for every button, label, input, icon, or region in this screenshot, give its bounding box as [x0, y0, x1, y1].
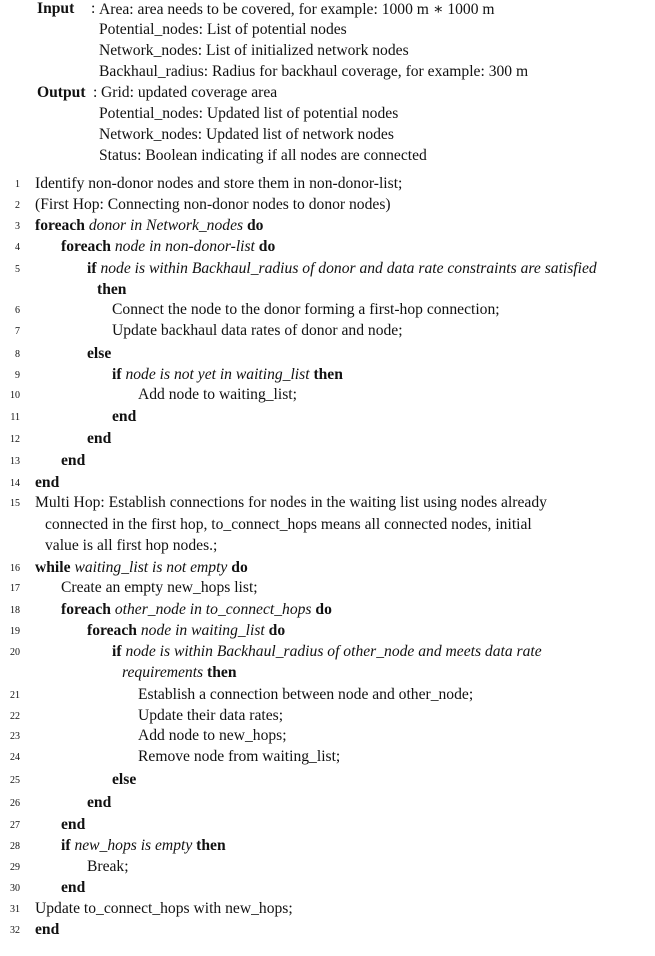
keyword: do: [231, 559, 248, 576]
statement-text: Multi Hop: Establish connections for nodes in the waiting list using nodes already: [35, 494, 547, 511]
output-colon: :: [93, 84, 98, 101]
line-number: 8: [15, 349, 20, 360]
condition-text: node is within Backhaul_radius of other_node and meets data rate: [125, 643, 542, 660]
code-line: [35, 921, 59, 939]
line-number: 4: [15, 242, 20, 253]
line-number: 29: [10, 862, 20, 873]
line-number: 20: [10, 647, 20, 658]
keyword: foreach: [87, 622, 137, 639]
line-number: 17: [10, 583, 20, 594]
code-line: [87, 858, 129, 876]
code-line: [87, 430, 111, 448]
code-line: [87, 345, 111, 363]
output-item: Status: Boolean indicating if all nodes are connected: [99, 147, 427, 164]
line-number: 3: [15, 221, 20, 232]
statement-text: Create an empty new_hops list;: [61, 579, 258, 596]
statement-text: Add node to waiting_list;: [138, 386, 297, 403]
condition-text: waiting_list is not empty: [74, 559, 228, 576]
keyword: if: [112, 366, 122, 383]
line-number: 31: [10, 904, 20, 915]
line-number: 19: [10, 626, 20, 637]
condition-text: node is not yet in waiting_list: [125, 366, 310, 383]
code-line: [138, 386, 297, 404]
code-line: [138, 686, 473, 704]
code-line: [45, 516, 532, 534]
line-number: 10: [10, 390, 20, 401]
statement-text: Update their data rates;: [138, 707, 284, 724]
condition-text: donor in Network_nodes: [88, 217, 244, 234]
code-line: [35, 900, 293, 918]
condition-text: new_hops is empty: [74, 837, 193, 854]
code-line: [61, 837, 226, 855]
condition-text: node in waiting_list: [140, 622, 265, 639]
code-line: [112, 771, 136, 789]
keyword: end: [112, 408, 137, 425]
code-line: [35, 474, 59, 492]
keyword: else: [112, 771, 137, 788]
code-line: [61, 579, 258, 597]
statement-text: Add node to new_hops;: [138, 727, 287, 744]
line-number: 15: [10, 498, 20, 509]
code-line: [112, 643, 542, 661]
condition-text: other_node in to_connect_hops: [114, 601, 312, 618]
line-number: 26: [10, 798, 20, 809]
line-number: 30: [10, 883, 20, 894]
line-number: 5: [15, 264, 20, 275]
output-item: Grid: updated coverage area: [101, 84, 278, 101]
code-line: [138, 707, 283, 725]
statement-text: Establish a connection between node and other_node;: [138, 686, 474, 703]
line-number: 32: [10, 925, 20, 936]
statement-text: connected in the first hop, to_connect_hops means all connected nodes, initial: [45, 516, 532, 533]
statement-text: Update to_connect_hops with new_hops;: [35, 900, 293, 917]
input-colon: :: [91, 0, 96, 17]
condition-text: requirements: [122, 664, 204, 681]
line-number: 23: [10, 731, 20, 742]
input-item: Network_nodes: List of initialized network nodes: [99, 42, 409, 59]
code-line: [97, 281, 126, 299]
keyword: end: [35, 474, 60, 491]
code-line: [35, 494, 547, 512]
code-line: [35, 175, 402, 193]
keyword: end: [61, 879, 86, 896]
code-line: [112, 322, 403, 340]
keyword: else: [87, 345, 112, 362]
keyword: foreach: [61, 238, 111, 255]
input-item: Area: area needs to be covered, for example: 1000 m ∗ 1000 m: [99, 1, 495, 18]
line-number: 13: [10, 456, 20, 467]
keyword: do: [246, 217, 264, 234]
code-line: [35, 196, 391, 214]
condition-text: node is within Backhaul_radius of donor and data rate constraints are satisfied: [100, 260, 597, 277]
line-number: 9: [15, 370, 20, 381]
line-number: 18: [10, 605, 20, 616]
statement-text: Connect the node to the donor forming a first-hop connection;: [112, 301, 500, 318]
line-number: 14: [10, 478, 20, 489]
statement-text: Identify non-donor nodes and store them in non-donor-list;: [35, 175, 403, 192]
statement-text: (First Hop: Connecting non-donor nodes to donor nodes): [35, 196, 391, 213]
code-line: [61, 816, 85, 834]
line-number: 28: [10, 841, 20, 852]
line-number: 1: [15, 179, 20, 190]
code-line: [61, 238, 275, 256]
line-number: 25: [10, 775, 20, 786]
keyword: if: [87, 260, 97, 277]
keyword: do: [315, 601, 332, 618]
code-line: [112, 408, 136, 426]
line-number: 6: [15, 305, 20, 316]
input-item: Potential_nodes: List of potential nodes: [99, 21, 347, 38]
keyword: then: [97, 281, 127, 298]
code-line: [138, 727, 287, 745]
code-line: [35, 217, 263, 235]
statement-text: Update backhaul data rates of donor and node;: [112, 322, 403, 339]
code-line: [61, 601, 332, 619]
keyword: then: [196, 837, 226, 854]
keyword: foreach: [35, 217, 85, 234]
statement-text: Remove node from waiting_list;: [138, 748, 341, 765]
code-line: [87, 794, 111, 812]
line-number: 21: [10, 690, 20, 701]
output-item: Potential_nodes: Updated list of potential nodes: [99, 105, 399, 122]
line-number: 7: [15, 326, 20, 337]
code-line: [112, 366, 343, 384]
code-line: [61, 879, 85, 897]
code-line: [87, 260, 597, 278]
keyword: end: [61, 452, 86, 469]
output-label: Output: [37, 84, 86, 101]
input-item: Backhaul_radius: Radius for backhaul coverage, for example: 300 m: [99, 63, 529, 80]
keyword: if: [61, 837, 71, 854]
keyword: do: [258, 238, 276, 255]
code-line: [138, 748, 340, 766]
line-number: 24: [10, 752, 20, 763]
keyword: end: [87, 430, 112, 447]
keyword: then: [207, 664, 237, 681]
keyword: foreach: [61, 601, 111, 618]
output-item: Network_nodes: Updated list of network nodes: [99, 126, 394, 143]
code-line: [87, 622, 285, 640]
code-line: [61, 452, 85, 470]
line-number: 11: [10, 412, 20, 423]
code-line: [112, 301, 500, 319]
line-number: 27: [10, 820, 20, 831]
keyword: end: [35, 921, 60, 938]
statement-text: Break;: [87, 858, 129, 875]
condition-text: node in non-donor-list: [114, 238, 255, 255]
keyword: end: [61, 816, 86, 833]
keyword: if: [112, 643, 122, 660]
keyword: do: [268, 622, 286, 639]
line-number: 22: [10, 711, 20, 722]
line-number: 12: [10, 434, 20, 445]
keyword: then: [313, 366, 343, 383]
line-number: 2: [15, 200, 20, 211]
code-line: [122, 664, 237, 682]
input-label: Input: [37, 0, 75, 17]
line-number: 16: [10, 563, 20, 574]
code-line: [35, 559, 248, 577]
statement-text: value is all first hop nodes.;: [45, 537, 218, 554]
code-line: [45, 537, 217, 555]
keyword: while: [35, 559, 71, 576]
keyword: end: [87, 794, 112, 811]
